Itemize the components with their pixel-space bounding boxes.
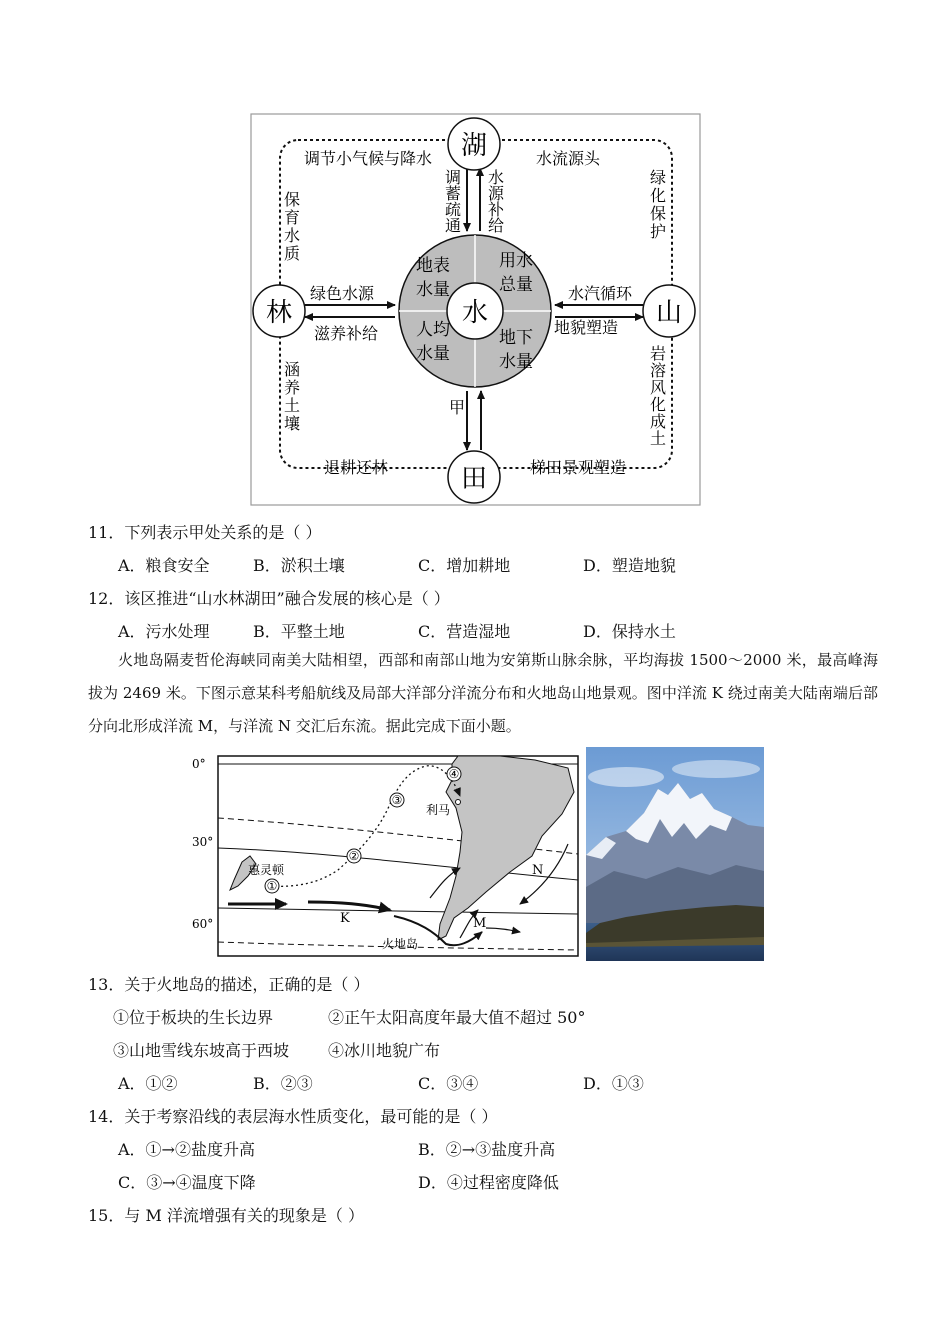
q13-option-a[interactable]: A．①② [118,1074,178,1093]
label-jia: 甲 [448,398,466,417]
q13-item-2: ②正午太阳高度年最大值不超过 50° [328,1008,586,1027]
node-tian: 田 [460,464,488,494]
quadrant-q3-line1: 人均 [416,320,450,340]
label-left-bottom: 涵养土壤 [281,361,301,433]
label-top-left: 调节小气候与降水 [304,149,433,168]
node-lin: 林 [265,298,293,328]
q13-stem: 13．关于火地岛的描述，正确的是（ ） [88,975,370,994]
q14-option-c[interactable]: C．③→④温度下降 [118,1173,256,1192]
q15-stem: 15．与 M 洋流增强有关的现象是（ ） [88,1206,365,1225]
q12-option-b[interactable]: B．平整土地 [253,622,345,641]
current-n-label: N [532,863,544,878]
route-1: ① [266,879,278,893]
wellington-label: 惠灵顿 [248,863,285,877]
q14-option-d[interactable]: D．④过程密度降低 [418,1173,559,1192]
q12-stem: 12．该区推进“山水林湖田”融合发展的核心是（ ） [88,589,450,608]
label-lin-left: 滋养补给 [314,324,379,343]
label-bottom-left: 退耕还林 [324,458,389,477]
lat-0-label: 0° [192,757,206,771]
q11-option-b[interactable]: B．淤积土壤 [253,556,345,575]
quadrant-q1-line1: 地表 [416,256,450,276]
node-hu: 湖 [460,131,488,161]
q11-option-d[interactable]: D．塑造地貌 [583,556,676,575]
current-m-label: M [473,916,487,931]
q13-option-b[interactable]: B．②③ [253,1074,313,1093]
tierra-del-fuego-mountain-photo [586,747,764,961]
route-3: ③ [391,793,403,807]
q11-option-c[interactable]: C．增加耕地 [418,556,511,575]
quadrant-q2-line1: 用水 [499,251,533,271]
q14-stem: 14．关于考察沿线的表层海水性质变化，最可能的是（ ） [88,1107,498,1126]
quadrant-q1-line2: 水量 [416,280,450,300]
current-k-label: K [340,911,350,926]
label-top-right: 水流源头 [536,149,601,168]
node-shan: 山 [655,298,683,328]
q12-option-d[interactable]: D．保持水土 [583,622,676,641]
q11-stem: 11．下列表示甲处关系的是（ ） [88,523,322,542]
quadrant-q4-line2: 水量 [499,352,533,372]
quadrant-q3-line2: 水量 [416,344,450,364]
lat-30-label: 30° [192,835,214,849]
quadrant-q4-line1: 地下 [499,328,533,348]
q13-item-4: ④冰川地貌广布 [328,1041,441,1060]
label-hu-down: 调蓄疏通 [442,169,462,233]
label-shan-right: 地貌塑造 [554,318,619,337]
q14-option-a[interactable]: A．①→②盐度升高 [118,1140,255,1159]
q13-item-3: ③山地雪线东坡高于西坡 [113,1041,290,1060]
node-shui: 水 [461,298,489,328]
q11-option-a[interactable]: A．粮食安全 [118,556,210,575]
q12-option-c[interactable]: C．营造湿地 [418,622,511,641]
label-hu-up: 水源补给 [485,169,505,233]
label-right-top: 绿化保护 [647,169,667,241]
q12-option-a[interactable]: A．污水处理 [118,622,210,641]
q13-option-c[interactable]: C．③④ [418,1074,479,1093]
passage-text: 火地岛隔麦哲伦海峡同南美大陆相望，西部和南部山地为安第斯山脉余脉，平均海拔 1500～2000 米，最高峰海拔为 2469 米。下图示意某科考船航线及局部大洋部分洋流分布和火地岛山地景观。图中洋流 K 绕过南美大陆南端后部分向北形成洋流 M，与洋流 N 交汇后东流。据此完成下面小题。 [88,651,878,735]
route-4: ④ [448,767,460,781]
route-2: ② [348,849,360,863]
fuego-label: 火地岛 [382,937,419,951]
label-lin-right: 绿色水源 [310,284,375,303]
water-relationship-diagram [250,113,702,508]
q13-item-1: ①位于板块的生长边界 [113,1008,274,1027]
q14-option-b[interactable]: B．②→③盐度升高 [418,1140,556,1159]
quadrant-q2-line2: 总量 [499,275,533,295]
ocean-current-map [190,752,585,960]
label-right-bottom: 岩溶风化成土 [647,345,667,447]
lima-dot [456,800,461,805]
passage-block [88,644,878,743]
lat-60-label: 60° [192,917,214,931]
label-left-top: 保育水质 [281,191,301,263]
label-bottom-right: 梯田景观塑造 [530,458,627,477]
lima-label: 利马 [426,803,451,817]
label-shan-left: 水汽循环 [568,284,633,303]
q13-option-d[interactable]: D．①③ [583,1074,644,1093]
